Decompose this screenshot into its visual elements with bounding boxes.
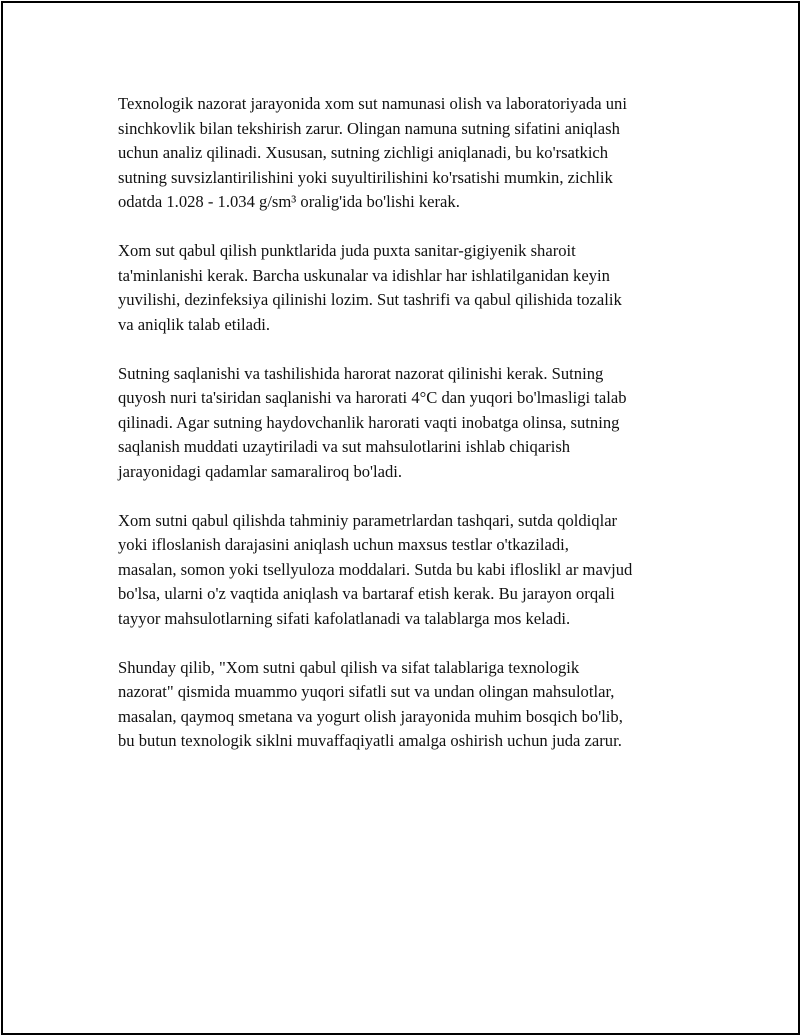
paragraph-5: Shunday qilib, "Xom sutni qabul qilish va sifat talablariga texnologik nazorat" qismida muammo yuqori sifatli sut va undan olingan mahsulotlar, masalan, qaymoq smetana va yogurt olish jarayonida muhim bosqich bo'lib, bu butun texnologik siklni muvaffaqiyatli amalga oshirish uchun juda zarur. — [118, 657, 623, 750]
document-body — [118, 92, 698, 778]
paragraph-3: Sutning saqlanishi va tashilishida harorat nazorat qilinishi kerak. Sutning quyosh nuri ta'siridan saqlanishi va harorati 4°C dan yuqori bo'lmasligi talab qilinadi. Agar sutning haydovchanlik harorati vaqti inobatga olinsa, sutning saqlanish muddati uzaytiriladi va sut mahsulotlarini ishlab chiqarish jarayonidagi qadamlar samaraliroq bo'ladi. — [118, 363, 627, 481]
paragraph-4: Xom sutni qabul qilishda tahminiy parametrlardan tashqari, sutda qoldiqlar yoki ifloslanish darajasini aniqlash uchun maxsus testlar o'tkaziladi, masalan, somon yoki tsellyuloza moddalari. Sutda bu kabi ifloslikl ar mavjud bo'lsa, ularni o'z vaqtida aniqlash va bartaraf etish kerak. Bu jarayon orqali tayyor mahsulotlarning sifati kafolatlanadi va talablarga mos keladi. — [118, 510, 633, 628]
paragraph-1: Texnologik nazorat jarayonida xom sut namunasi olish va laboratoriyada uni sinchkovlik bilan tekshirish zarur. Olingan namuna sutning sifatini aniqlash uchun analiz qilinadi. Xususan, sutning zichligi aniqlanadi, bu ko'rsatkich sutning suvsizlantirilishini yoki suyultirilishini ko'rsatishi mumkin, zichlik odatda 1.028 - 1.034 g/sm³ oralig'ida bo'lishi kerak. — [118, 94, 627, 211]
paragraph-2: Xom sut qabul qilish punktlarida juda puxta sanitar-gigiyenik sharoit ta'minlanishi kerak. Barcha uskunalar va idishlar har ishlatilganidan keyin yuvilishi, dezinfeksiya qilinishi lozim. Sut tashrifi va qabul qilishida tozalik va aniqlik talab etiladi. — [118, 241, 622, 334]
